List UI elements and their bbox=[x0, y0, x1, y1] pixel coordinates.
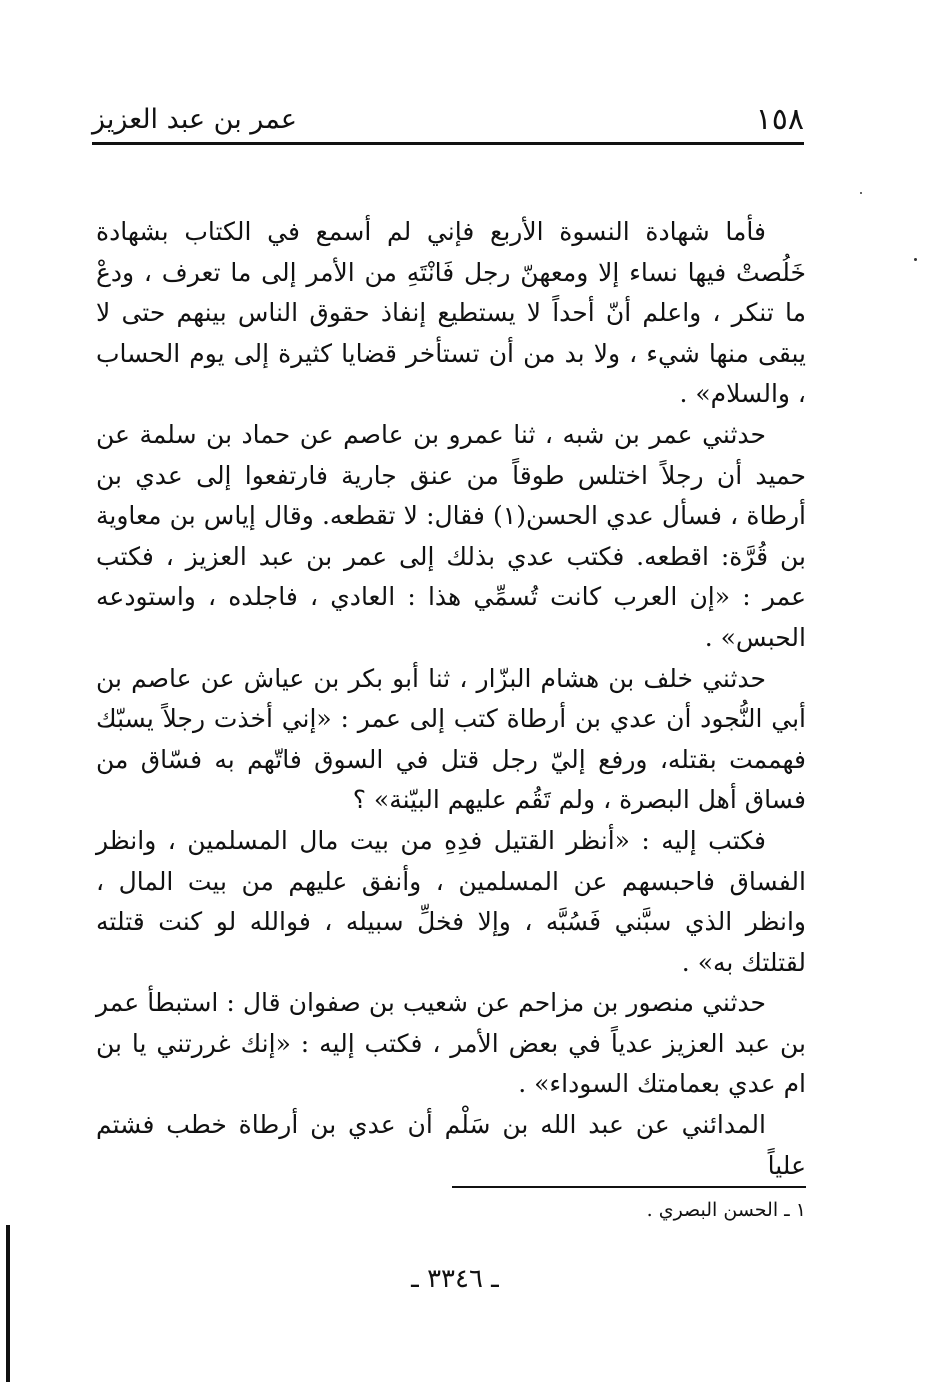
footnote-separator bbox=[452, 1186, 806, 1188]
paragraph-6: المدائني عن عبد الله بن سَلْم أن عدي بن أرطاة خطب فشتم علياً bbox=[96, 1110, 806, 1180]
running-title: عمر بن عبد العزيز bbox=[92, 104, 297, 135]
paragraph-5: حدثني منصور بن مزاحم عن شعيب بن صفوان قال : استبطأ عمر بن عبد العزيز عدياً في بعض الأمر ، فكتب إليه : «إنك غررتني يا بن ام عدي بعمامتك السوداء» . bbox=[96, 988, 806, 1099]
footer-page-number: ـ ٣٣٤٦ ـ bbox=[411, 1264, 499, 1294]
scan-edge-mark bbox=[6, 1225, 10, 1382]
scan-speck bbox=[860, 192, 862, 194]
paragraph-4: فكتب إليه : «أنظر القتيل فدِهِ من بيت مال المسلمين ، وانظر الفساق فاحبسهم عن المسلمين ، وأنفق عليهم من بيت المال ، وانظر الذي سبَّني فَسُبَّه ، وإلا فخلِّ سبيله ، فوالله لو كنت قتلته لقتلتك به» . bbox=[96, 825, 806, 977]
paragraph-1: فأما شهادة النسوة الأربع فإني لم أسمع في الكتاب بشهادة خَلُصتْ فيها نساء إلا ومعهنّ رجل فَانْتَهِ من الأمر إلى ما تعرف ، ودعْ ما تنكر ، واعلم أنّ أحداً لا يستطيع إنفاذ حقوق الناس بينهم حتى لا يبقى منها شيء ، ولا بد من أن تستأخر قضايا كثيرة إلى يوم الحساب ، والسلام» . bbox=[96, 217, 806, 409]
page-number: ١٥٨ bbox=[755, 102, 804, 137]
paragraph-3: حدثني خلف بن هشام البزّار ، ثنا أبو بكر بن عياش عن عاصم بن أبي النُّجود أن عدي بن أرطاة كتب إلى عمر : «إني أخذت رجلاً يسبّك فهممت بقتله، ورفع إليّ رجل قتل في السوق فاتّهم به فسّاق من فساق أهل البصرة ، ولم تَقُم عليهم البيّنة» ؟ bbox=[96, 663, 806, 815]
page-header bbox=[92, 100, 804, 145]
body-text bbox=[96, 212, 806, 1186]
footnote: ١ ـ الحسن البصري . bbox=[646, 1199, 806, 1221]
paragraph-2: حدثني عمر بن شبه ، ثنا عمرو بن عاصم عن حماد بن سلمة عن حميد أن رجلاً اختلس طوقاً من عنق جارية فارتفعوا إلى عدي بن أرطاة ، فسأل عدي الحسن(١) فقال: لا تقطعه. وقال إياس بن معاوية بن قُرَّة: اقطعه. فكتب عدي بذلك إلى عمر بن عبد العزيز ، فكتب عمر : «إن العرب كانت تُسمِّي هذا : العادي ، فاجلده ، واستودعه الحبس» . bbox=[96, 419, 806, 652]
scan-speck bbox=[914, 258, 917, 261]
